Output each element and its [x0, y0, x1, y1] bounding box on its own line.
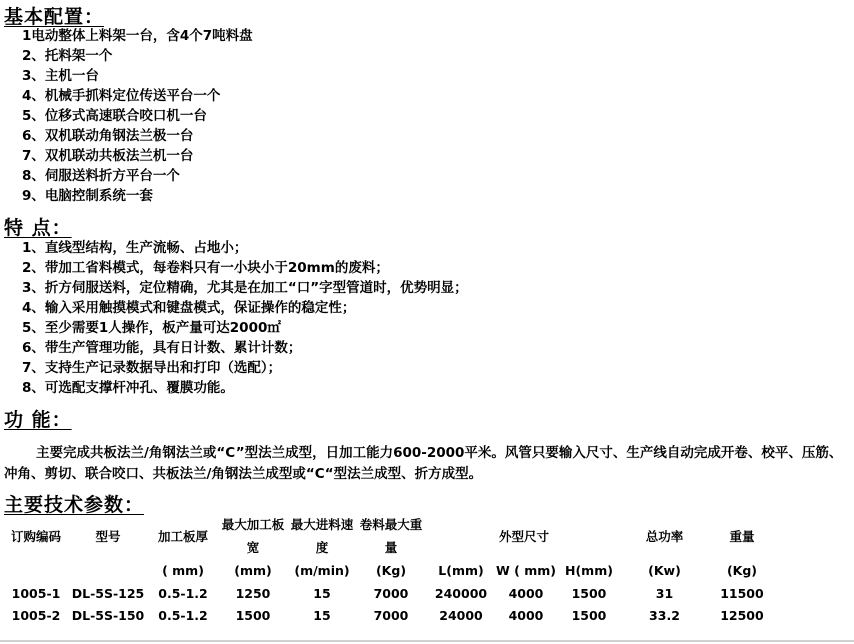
col-header-weight: 重量	[729, 529, 755, 544]
list-item: 8、可选配支撑杆冲孔、覆膜功能。	[22, 380, 234, 396]
cell-max-width: 1250	[235, 585, 271, 601]
list-item: 8、伺服送料折方平台一个	[22, 168, 180, 184]
col-header-model: 型号	[95, 529, 121, 544]
unit-length: L(mm)	[438, 563, 484, 578]
cell-power: 31	[655, 585, 674, 601]
list-item: 2、托料架一个	[22, 48, 113, 64]
cell-max-width: 1500	[235, 607, 271, 623]
col-header-power: 总功率	[645, 529, 684, 544]
function-paragraph: 主要完成共板法兰/角钢法兰或“C”型法兰成型，日加工能力600-2000平米。风管只要输入尺寸、生产线自动完成开卷、校平、压筋、冲角、剪切、联合咬口、共板法兰/角钢法兰成型或“C“型法兰成型、折方成型。	[4, 445, 843, 482]
cell-length: 24000	[439, 607, 483, 623]
spec-table	[4, 513, 777, 626]
cell-thickness: 0.5-1.2	[158, 585, 208, 601]
cell-thickness: 0.5-1.2	[158, 607, 208, 623]
list-item: 4、输入采用触摸模式和键盘模式，保证操作的稳定性；	[22, 300, 356, 316]
function-heading: 功 能：	[4, 409, 72, 431]
cell-coil-weight: 7000	[373, 607, 409, 623]
cell-width: 4000	[508, 585, 544, 601]
table-row	[4, 604, 777, 626]
cell-model: DL-5S-125	[71, 585, 145, 601]
cell-height: 1500	[571, 607, 607, 623]
unit-weight: (Kg)	[726, 563, 757, 578]
features-list	[22, 238, 468, 398]
unit-cell	[68, 559, 148, 582]
unit-power: (Kw)	[648, 563, 681, 578]
list-item: 3、折方伺服送料，定位精确，尤其是在加工“口”字型管道时，优势明显；	[22, 280, 468, 296]
cell-code: 1005-2	[11, 607, 61, 623]
unit-max-speed: (m/min)	[294, 563, 350, 578]
list-item: 1电动整体上料架一台，含4个7吨料盘	[22, 28, 253, 44]
cell-length: 240000	[434, 585, 488, 601]
list-item: 5、位移式高速联合咬口机一台	[22, 108, 207, 124]
unit-width: W ( mm)	[496, 563, 556, 578]
unit-coil-weight: (Kg)	[375, 563, 407, 578]
cell-weight: 12500	[720, 607, 764, 623]
list-item: 7、双机联动共板法兰机一台	[22, 148, 194, 164]
col-header-thickness: 加工板厚	[157, 529, 208, 544]
table-row	[4, 582, 777, 604]
unit-height: H(mm)	[565, 563, 613, 578]
list-item: 6、带生产管理功能，具有日计数、累计计数；	[22, 340, 302, 356]
col-header-max-speed: 最大进料速度	[290, 517, 354, 555]
cell-weight: 11500	[720, 585, 764, 601]
table-header-row	[4, 513, 777, 559]
specs-heading: 主要技术参数：	[4, 494, 145, 516]
list-item: 5、至少需要1人操作，板产量可达2000㎡	[22, 320, 281, 336]
col-header-max-width: 最大加工板宽	[221, 517, 285, 555]
col-header-dimensions: 外型尺寸	[498, 529, 549, 544]
basic-config-list	[22, 26, 253, 206]
cell-height: 1500	[571, 585, 607, 601]
list-item: 9、电脑控制系统一套	[22, 188, 153, 204]
list-item: 4、机械手抓料定位传送平台一个	[22, 88, 221, 104]
col-header-coil-weight: 卷料最大重量	[359, 517, 423, 555]
cell-code: 1005-1	[11, 585, 61, 601]
cell-width: 4000	[508, 607, 544, 623]
cell-power: 33.2	[649, 607, 680, 623]
basic-config-heading: 基本配置：	[4, 6, 105, 28]
unit-max-width: (mm)	[234, 563, 272, 578]
cell-max-speed: 15	[313, 585, 331, 601]
list-item: 7、支持生产记录数据导出和打印（选配）；	[22, 360, 282, 376]
table-unit-row	[4, 559, 777, 582]
list-item: 3、主机一台	[22, 68, 99, 84]
list-item: 1、直线型结构，生产流畅、占地小；	[22, 240, 248, 256]
cell-model: DL-5S-150	[71, 607, 145, 623]
unit-thickness: ( mm)	[162, 563, 204, 578]
list-item: 6、双机联动角钢法兰极一台	[22, 128, 194, 144]
features-heading: 特 点：	[4, 217, 72, 239]
unit-cell	[4, 559, 68, 582]
divider	[0, 640, 854, 642]
col-header-code: 订购编码	[10, 529, 61, 544]
cell-max-speed: 15	[313, 607, 331, 623]
list-item: 2、带加工省料模式，每卷料只有一小块小于20mm的废料；	[22, 260, 389, 276]
cell-coil-weight: 7000	[373, 585, 409, 601]
